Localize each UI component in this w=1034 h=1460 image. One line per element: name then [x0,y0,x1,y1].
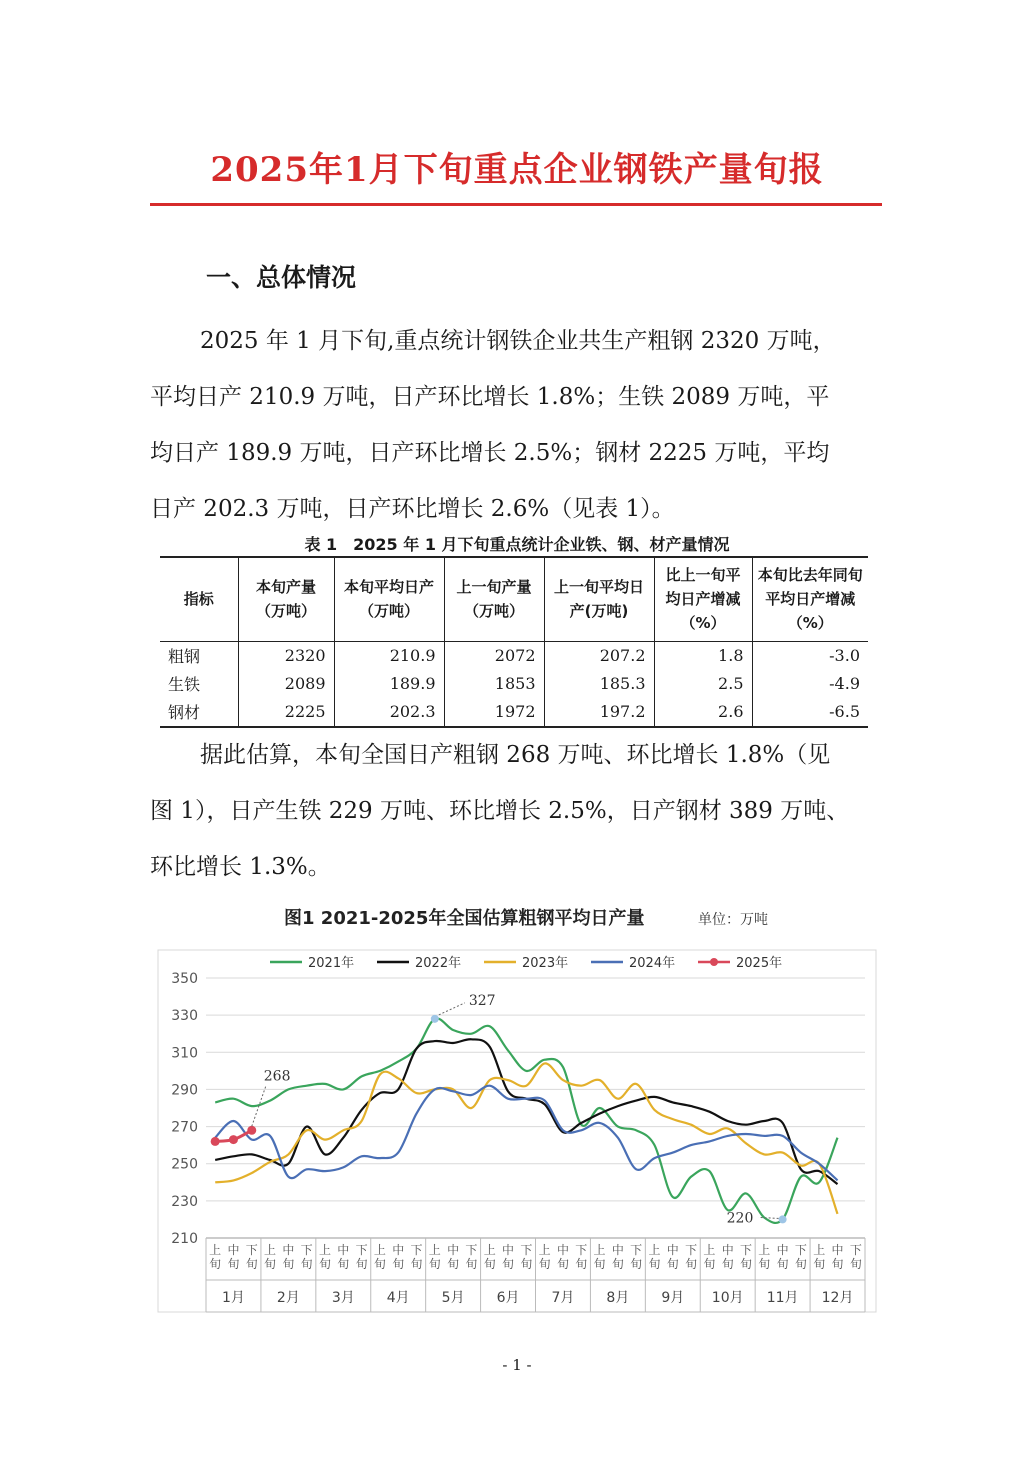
paragraph-line: 据此估算，本旬全国日产粗钢 268 万吨、环比增长 1.8%（见 [200,742,831,768]
x-sub-label: 中 [721,1243,734,1257]
x-month-label: 11月 [766,1290,799,1306]
x-sub-label: 下 [245,1243,258,1257]
x-sub-label: 上 [318,1243,331,1257]
x-sub-label: 下 [794,1243,807,1257]
x-sub-label: 上 [373,1243,386,1257]
legend-label: 2023年 [522,956,569,971]
table-cell: 2.5 [654,670,752,698]
table-cell: 2089 [238,670,334,698]
chart-title: 图1 2021-2025年全国估算粗钢平均日产量 [284,908,645,929]
paragraph-line: 日产 202.3 万吨，日产环比增长 2.6%（见表 1）。 [150,496,675,522]
x-sub-label: 上 [703,1243,716,1257]
x-sub-label: 旬 [740,1257,753,1271]
x-sub-label: 上 [538,1243,551,1257]
paragraph-line: 2025 年 1 月下旬,重点统计钢铁企业共生产粗钢 2320 万吨， [200,328,836,354]
x-sub-label: 上 [593,1243,606,1257]
legend-label: 2021年 [308,956,355,971]
x-month-label: 8月 [606,1290,630,1306]
section-heading: 一、总体情况 [206,263,357,292]
x-sub-label: 中 [282,1243,295,1257]
table-cell: 钢材 [168,703,201,722]
chart-canvas [150,890,882,1320]
x-sub-label: 旬 [685,1257,698,1271]
annotation-marker [431,1015,439,1023]
x-sub-label: 旬 [721,1257,734,1271]
table-cell: 2320 [238,641,334,670]
x-sub-label: 旬 [337,1257,350,1271]
x-sub-label: 下 [410,1243,423,1257]
table-cell: 189.9 [334,670,444,698]
x-sub-label: 中 [556,1243,569,1257]
table-row [160,698,868,727]
table-cell: 生铁 [168,675,201,694]
x-sub-label: 上 [483,1243,496,1257]
x-sub-label: 下 [630,1243,643,1257]
x-sub-label: 中 [611,1243,624,1257]
annotation-leader [759,1217,779,1218]
table-cell: -4.9 [752,670,868,698]
x-sub-label: 旬 [556,1257,569,1271]
x-month-label: 7月 [551,1290,575,1306]
table-cell: 185.3 [544,670,654,698]
overview-paragraph [150,313,882,537]
x-sub-label: 中 [392,1243,405,1257]
series-line [215,1039,837,1184]
legend-label: 2024年 [629,956,676,971]
table-header-cell: 本旬产量（万吨） [238,557,334,641]
x-sub-label: 旬 [264,1257,277,1271]
legend-label: 2025年 [736,956,783,971]
x-sub-label: 中 [502,1243,515,1257]
estimate-paragraph [150,727,882,895]
x-month-label: 3月 [331,1290,355,1306]
x-sub-label: 中 [447,1243,460,1257]
table-cell: 1972 [444,698,544,727]
x-sub-label: 旬 [520,1257,533,1271]
x-sub-label: 旬 [282,1257,295,1271]
x-sub-label: 旬 [758,1257,771,1271]
x-sub-label: 旬 [813,1257,826,1271]
x-month-label: 2月 [276,1290,300,1306]
title-divider [150,203,882,206]
x-sub-label: 上 [428,1243,441,1257]
x-sub-label: 旬 [465,1257,478,1271]
x-sub-label: 中 [666,1243,679,1257]
x-sub-label: 上 [209,1243,222,1257]
legend-marker [710,958,718,966]
table-cell: 2225 [238,698,334,727]
table-header-row [160,557,868,641]
x-sub-label: 旬 [538,1257,551,1271]
y-tick-label: 330 [171,1008,198,1025]
x-sub-label: 旬 [575,1257,588,1271]
table-header-cell: 本旬比去年同旬平均日产增减（%） [752,557,868,641]
x-sub-label: 旬 [300,1257,313,1271]
table-cell: 2072 [444,641,544,670]
x-sub-label: 下 [849,1243,862,1257]
x-sub-label: 下 [465,1243,478,1257]
chart-unit: 单位：万吨 [698,912,768,928]
paragraph-line: 均日产 189.9 万吨，日产环比增长 2.5%；钢材 2225 万吨，平均 [150,440,830,466]
x-sub-label: 旬 [611,1257,624,1271]
x-sub-label: 中 [227,1243,240,1257]
paragraph-line: 环比增长 1.3%。 [150,854,331,880]
x-month-label: 9月 [661,1290,685,1306]
annotation-label: 220 [726,1210,754,1227]
y-tick-label: 350 [171,971,198,987]
table-header-cell: 指标 [183,590,214,609]
x-month-label: 1月 [221,1290,245,1306]
table-cell: 202.3 [334,698,444,727]
report-title: 2025年1月下旬重点企业钢铁产量旬报 [210,150,824,190]
table-row [160,641,868,670]
table-cell: 1.8 [654,641,752,670]
table-header-cell: 本旬平均日产（万吨） [334,557,444,641]
x-month-label: 4月 [386,1290,410,1306]
series-line [215,1018,837,1223]
x-month-label: 10月 [711,1290,744,1306]
y-tick-label: 250 [171,1156,198,1173]
x-sub-label: 旬 [447,1257,460,1271]
table-cell: -6.5 [752,698,868,727]
table-cell: 207.2 [544,641,654,670]
series-point [229,1135,238,1144]
x-sub-label: 中 [337,1243,350,1257]
x-sub-label: 旬 [502,1257,515,1271]
x-sub-label: 旬 [410,1257,423,1271]
x-sub-label: 旬 [209,1257,222,1271]
x-sub-label: 旬 [831,1257,844,1271]
table-header-cell: 上一旬产量（万吨） [444,557,544,641]
x-sub-label: 旬 [392,1257,405,1271]
table-row [160,670,868,698]
table-cell: 197.2 [544,698,654,727]
x-sub-label: 中 [776,1243,789,1257]
x-month-label: 5月 [441,1290,465,1306]
paragraph-line: 平均日产 210.9 万吨，日产环比增长 1.8%；生铁 2089 万吨，平 [150,384,830,410]
paragraph-line: 图 1），日产生铁 229 万吨、环比增长 2.5%，日产钢材 389 万吨、 [150,798,850,824]
x-month-label: 6月 [496,1290,520,1306]
annotation-label: 327 [468,992,496,1009]
annotation-leader [439,1003,465,1015]
series-point [211,1137,220,1146]
x-sub-label: 中 [831,1243,844,1257]
x-sub-label: 旬 [794,1257,807,1271]
legend-label: 2022年 [415,956,462,971]
x-sub-label: 旬 [593,1257,606,1271]
x-month-label: 12月 [821,1290,854,1306]
y-tick-label: 230 [171,1193,198,1210]
y-tick-label: 310 [171,1045,198,1062]
y-tick-label: 270 [171,1119,198,1136]
x-sub-label: 上 [758,1243,771,1257]
x-sub-label: 旬 [483,1257,496,1271]
x-sub-label: 旬 [849,1257,862,1271]
steel-output-chart [150,890,882,1320]
x-sub-label: 上 [264,1243,277,1257]
y-tick-label: 290 [171,1082,198,1099]
annotation-marker [779,1215,787,1223]
x-sub-label: 旬 [245,1257,258,1271]
x-sub-label: 旬 [776,1257,789,1271]
y-tick-label: 210 [171,1231,198,1247]
table-cell: 粗钢 [168,647,201,666]
x-sub-label: 旬 [648,1257,661,1271]
x-sub-label: 上 [813,1243,826,1257]
x-sub-label: 旬 [318,1257,331,1271]
annotation-label: 268 [263,1068,291,1085]
x-sub-label: 下 [740,1243,753,1257]
x-sub-label: 旬 [227,1257,240,1271]
table-caption: 表 1 2025 年 1 月下旬重点统计企业铁、钢、材产量情况 [304,535,730,554]
table-cell: -3.0 [752,641,868,670]
table-cell: 1853 [444,670,544,698]
table-header-cell: 比上一旬平均日产增减（%） [654,557,752,641]
series-line [215,1086,837,1181]
x-sub-label: 旬 [703,1257,716,1271]
x-sub-label: 下 [575,1243,588,1257]
table-cell: 210.9 [334,641,444,670]
x-sub-label: 旬 [355,1257,368,1271]
x-sub-label: 下 [685,1243,698,1257]
table-header-cell: 上一旬平均日产(万吨) [544,557,654,641]
x-sub-label: 下 [300,1243,313,1257]
production-table [160,556,868,728]
table-cell: 2.6 [654,698,752,727]
page-number: - 1 - [502,1356,532,1374]
x-sub-label: 旬 [666,1257,679,1271]
x-sub-label: 旬 [630,1257,643,1271]
x-sub-label: 下 [355,1243,368,1257]
x-sub-label: 旬 [373,1257,386,1271]
x-sub-label: 下 [520,1243,533,1257]
x-sub-label: 旬 [428,1257,441,1271]
x-sub-label: 上 [648,1243,661,1257]
series-point [247,1126,256,1135]
